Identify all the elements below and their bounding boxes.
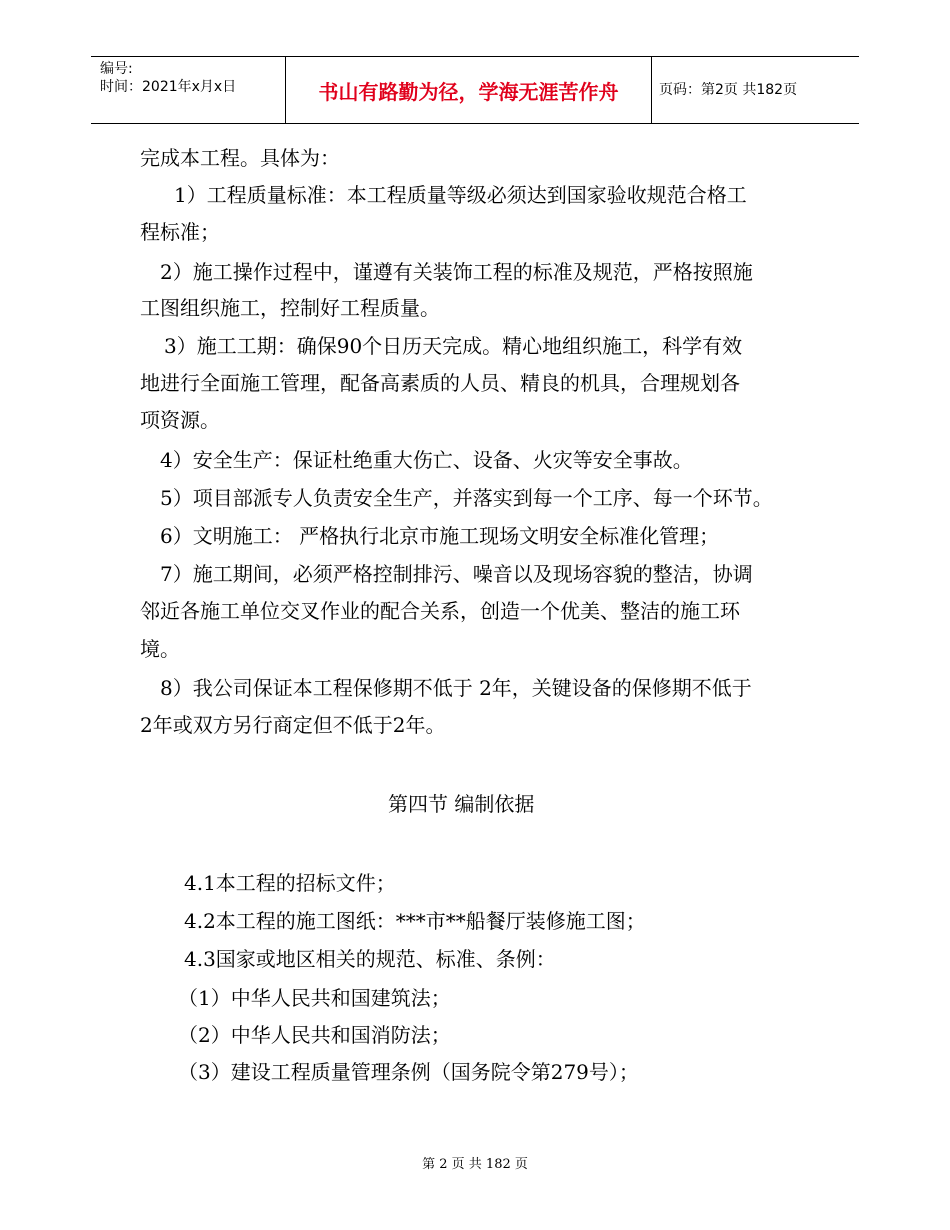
page-header [91, 56, 859, 124]
header-motto: 书山有路勤为径，学海无涯苦作舟 [318, 80, 619, 104]
page-footer: 第 2 页 共 182 页 [422, 1157, 528, 1172]
header-motto-cell [285, 57, 652, 123]
paragraph-line: 邻近各施工单位交叉作业的配合关系，创造一个优美、整洁的施工环 [140, 599, 740, 623]
paragraph-line: 2年或双方另行商定但不低于2年。 [140, 713, 446, 737]
paragraph-line: 4）安全生产：保证杜绝重大伤亡、设备、火灾等安全事故。 [160, 448, 693, 472]
document-time-label: 时间：2021年x月x日 [100, 79, 237, 95]
paragraph-line: 3）施工工期：确保90个日历天完成。精心地组织施工，科学有效 [164, 334, 743, 358]
paragraph-line: 完成本工程。具体为： [140, 146, 340, 170]
paragraph-line: 1）工程质量标准：本工程质量等级必须达到国家验收规范合格工 [174, 183, 747, 207]
section-title: 第四节 编制依据 [388, 792, 535, 816]
header-page-cell [651, 57, 859, 123]
basis-item: （3）建设工程质量管理条例（国务院令第279号）； [178, 1060, 639, 1084]
paragraph-line: 项资源。 [140, 408, 220, 432]
basis-item: 4.1本工程的招标文件； [184, 871, 396, 895]
paragraph-line: 境。 [140, 637, 180, 661]
paragraph-line: 地进行全面施工管理，配备高素质的人员、精良的机具，合理规划各 [140, 371, 740, 395]
paragraph-line: 工图组织施工，控制好工程质量。 [140, 296, 440, 320]
document-number-label: 编号: [100, 61, 133, 77]
header-page-info: 页码：第2页 共182页 [659, 82, 798, 98]
paragraph-line: 程标准； [140, 220, 220, 244]
paragraph-line: 2）施工操作过程中，谨遵有关装饰工程的标准及规范，严格按照施 [160, 260, 753, 284]
paragraph-line: 5）项目部派专人负责安全生产，并落实到每一个工序、每一个环节。 [160, 486, 773, 510]
basis-item: （1）中华人民共和国建筑法； [178, 986, 451, 1010]
header-left-cell [91, 57, 285, 123]
paragraph-line: 8）我公司保证本工程保修期不低于 2年，关键设备的保修期不低于 [160, 676, 752, 700]
basis-item: 4.2本工程的施工图纸：***市**船餐厅装修施工图； [184, 909, 646, 933]
paragraph-line: 6）文明施工： 严格执行北京市施工现场文明安全标准化管理； [160, 524, 720, 548]
basis-item: 4.3国家或地区相关的规范、标准、条例： [184, 947, 556, 971]
paragraph-line: 7）施工期间，必须严格控制排污、噪音以及现场容貌的整洁，协调 [160, 562, 753, 586]
basis-item: （2）中华人民共和国消防法； [178, 1023, 451, 1047]
